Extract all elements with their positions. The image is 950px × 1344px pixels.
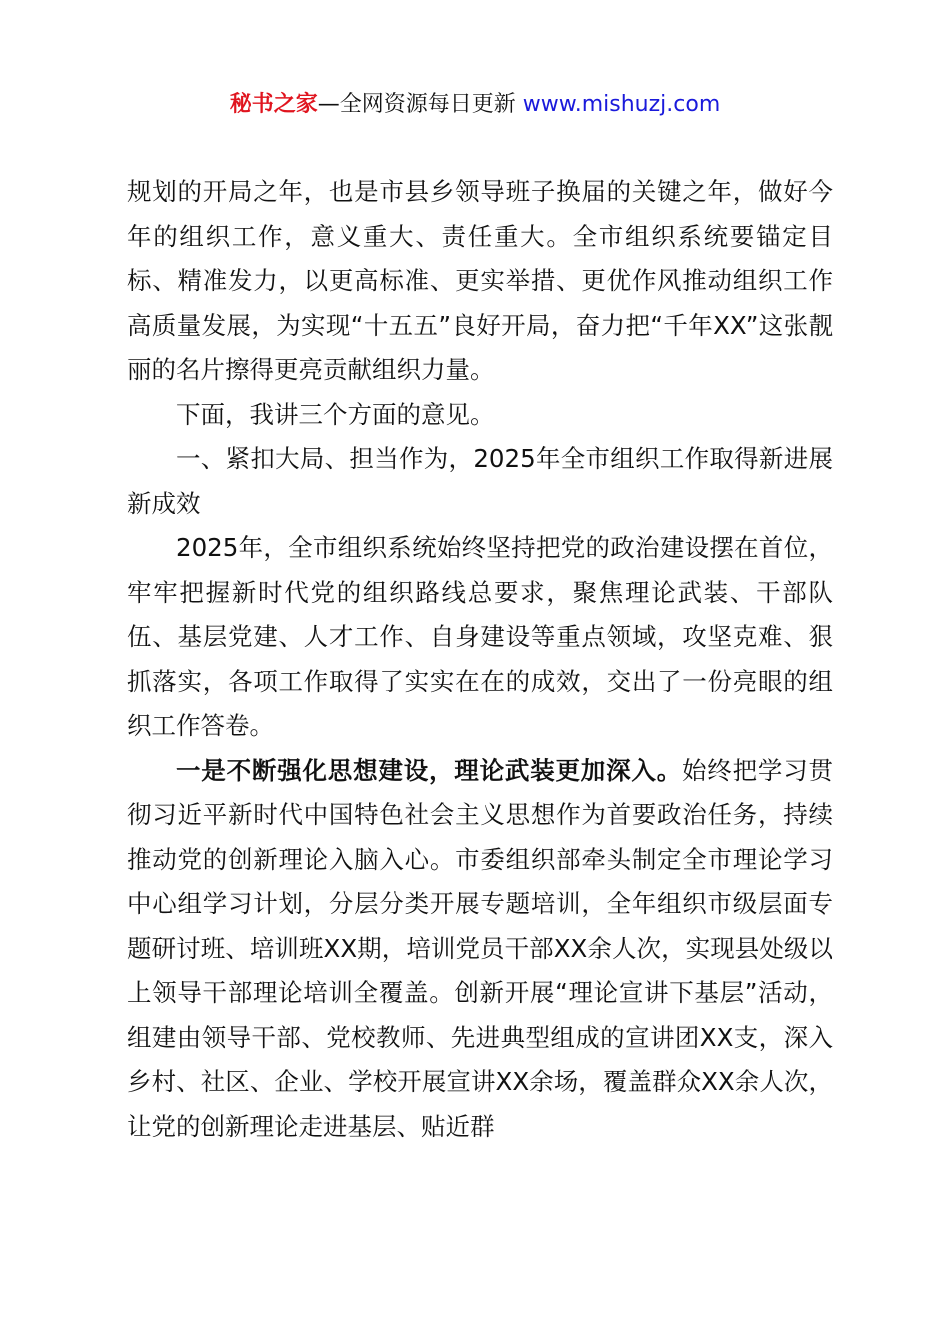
- paragraph-theory-building: [127, 749, 833, 1150]
- paragraph-2025-summary: 2025年，全市组织系统始终坚持把党的政治建设摆在首位，牢牢把握新时代党的组织路线总要求，聚焦理论武装、干部队伍、基层党建、人才工作、自身建设等重点领域，攻坚克难、狠抓落实，各项工作取得了实实在在的成效，交出了一份亮眼的组织工作答卷。: [127, 533, 833, 740]
- paragraph-continued-intro: 规划的开局之年，也是市县乡领导班子换届的关键之年，做好今年的组织工作，意义重大、责任重大。全市组织系统要锚定目标、精准发力，以更高标准、更实举措、更优作风推动组织工作高质量发展，为实现“十五五”良好开局，奋力把“千年XX”这张靓丽的名片擦得更亮贡献组织力量。: [127, 177, 833, 384]
- site-url-link[interactable]: www.mishuzj.com: [522, 92, 721, 117]
- document-body: [127, 170, 833, 1149]
- page-header: [0, 88, 950, 122]
- section-heading-1: 一、紧扣大局、担当作为，2025年全市组织工作取得新进展新成效: [127, 444, 833, 518]
- header-tagline: —全网资源每日更新: [317, 92, 516, 117]
- paragraph-outline-intro: 下面，我讲三个方面的意见。: [176, 399, 495, 429]
- paragraph-lead-bold: 一是不断强化思想建设，理论武装更加深入。: [176, 755, 682, 785]
- brand-name: 秘书之家: [229, 92, 318, 117]
- paragraph-body-text: 始终把学习贯彻习近平新时代中国特色社会主义思想作为首要政治任务，持续推动党的创新理论入脑入心。市委组织部牵头制定全市理论学习中心组学习计划，分层分类开展专题培训，全年组织市级层面专题研讨班、培训班XX期，培训党员干部XX余人次，实现县处级以上领导干部理论培训全覆盖。创新开展“理论宣讲下基层”活动，组建由领导干部、党校教师、先进典型组成的宣讲团XX支，深入乡村、社区、企业、学校开展宣讲XX余场，覆盖群众XX余人次，让党的创新理论走进基层、贴近群: [127, 755, 833, 1141]
